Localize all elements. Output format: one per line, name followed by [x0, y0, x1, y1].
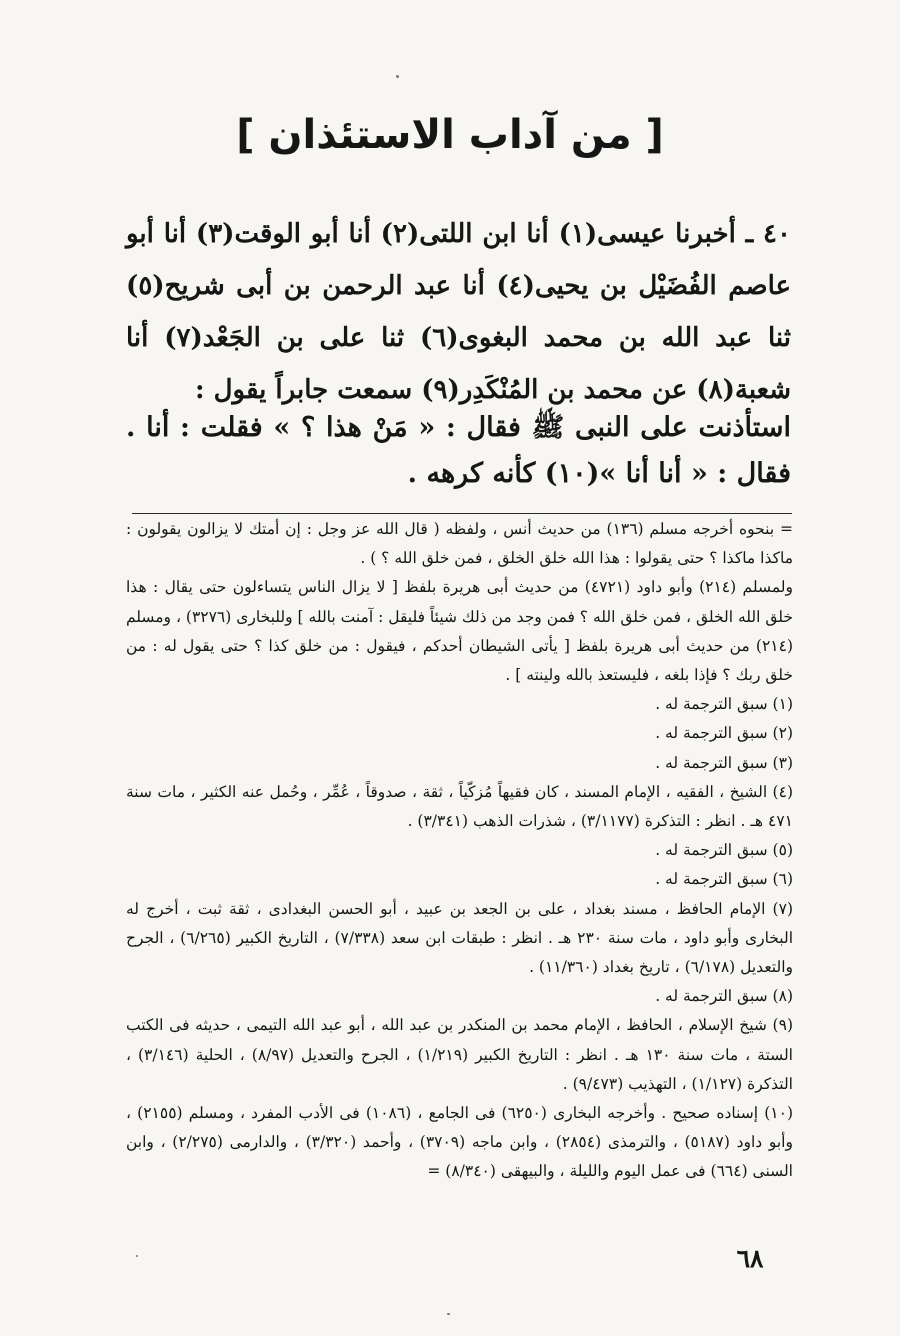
footnote-6: (٦) سبق الترجمة له .: [655, 870, 793, 889]
footnote-7: (٧) الإمام الحافظ ، مسند بغداد ، على بن الجعد بن عبيد ، أبو الحسن البغدادى ، ثقة ثبت ، أخرج له البخارى وأبو داود ، مات سنة ٢٣٠ هـ . انظر : طبقات ابن سعد (٧/٣٣٨) ، التاريخ الكبير (٦/٢٦٥) ، الجرح والتعديل (٦/١٧٨) ، تاريخ بغداد (١١/٣٦٠) .: [126, 899, 793, 977]
scan-speck: [396, 75, 399, 78]
hadith-isnad-paragraph: [126, 208, 791, 416]
footnote-10: (١٠) إسناده صحيح . وأخرجه البخارى (٦٢٥٠) فى الجامع ، (١٠٨٦) فى الأدب المفرد ، ومسلم (٢١٥٥) ، وأبو داود (٥١٨٧) ، والترمذى (٢٨٥٤) ، وابن ماجه (٣٧٠٩) ، وأحمد (٣/٣٢٠) ، والدارمى (٢/٢٧٥) ، وابن السنى (٦٦٤) فى عمل اليوم والليلة ، والبيهقى (٨/٣٤٠) =: [126, 1104, 793, 1181]
footnote-5: (٥) سبق الترجمة له .: [655, 841, 793, 860]
hadith-text-paragraph: [126, 405, 791, 497]
footnote-continued-2: ولمسلم (٢١٤) وأبو داود (٤٧٢١) من حديث أبى هريرة بلفظ [ لا يزال الناس يتساءلون حتى يقال : هذا خلق الله الخلق ، فمن خلق الله ؟ فمن وجد من ذلك شيئاً فليقل : آمنت بالله ] وللبخارى (٣٢٧٦) ، ومسلم (٢١٤) من حديث أبى هريرة بلفظ [ يأتى الشيطان أحدكم ، فيقول : من خلق كذا ؟ حتى يقول له : من خلق ربك ؟ فإذا بلغه ، فليستعذ بالله ولينته ] .: [125, 578, 793, 685]
section-title: [ من آداب الاستئذان ]: [236, 112, 664, 158]
footnote-1: (١) سبق الترجمة له .: [655, 695, 793, 714]
footnote-divider: [132, 513, 792, 514]
footnote-continued-1: = بنحوه أخرجه مسلم (١٣٦) من حديث أنس ، ولفظه ( قال الله عز وجل : إن أمتك لا يزالون يقولون : ماكذا ماكذا ؟ حتى يقولوا : هذا الله خلق الخلق ، فمن خلق الله ؟ ) .: [126, 520, 793, 568]
footnotes: [126, 515, 793, 1187]
footnote-9: (٩) شيخ الإسلام ، الحافظ ، الإمام محمد بن المنكدر بن عبد الله ، أبو عبد الله التيمى ، حديثه فى الكتب الستة ، مات سنة ١٣٠ هـ . انظر : التاريخ الكبير (١/٢١٩) ، الجرح والتعديل (٨/٩٧) ، الحلية (٣/١٤٦) ، التذكرة (١/١٢٧) ، التهذيب (٩/٤٧٣) .: [126, 1016, 793, 1093]
scan-speck: [447, 1313, 450, 1315]
footnote-3: (٣) سبق الترجمة له .: [655, 753, 793, 772]
footnote-4: (٤) الشيخ ، الفقيه ، الإمام المسند ، كان فقيهاً مُزكّياً ، ثقة ، صدوقاً ، عُمِّر ، وحُمل عنه الكثير ، مات سنة ٤٧١ هـ . انظر : التذكرة (٣/١١٧٧) ، شذرات الذهب (٣/٣٤١) .: [126, 782, 793, 831]
hadith-text: استأذنت على النبى ﷺ فقال : « مَنْ هذا ؟ » فقلت : أنا . فقال : « أنا أنا »(١٠) كأنه كرهه .: [126, 412, 791, 489]
scan-speck: [136, 1255, 138, 1257]
footnote-2: (٢) سبق الترجمة له .: [655, 724, 793, 743]
footnote-8: (٨) سبق الترجمة له .: [655, 987, 793, 1006]
page-number: ٦٨: [736, 1244, 764, 1273]
isnad-text: ٤٠ ـ أخبرنا عيسى(١) أنا ابن اللتى(٢) أنا أبو الوقت(٣) أنا أبو عاصم الفُضَيْل بن يحيى(٤) أنا عبد الرحمن بن أبى شريح(٥) ثنا عبد الله بن محمد البغوى(٦) ثنا على بن الجَعْد(٧) أنا شعبة(٨) عن محمد بن المُنْكَدِر(٩) سمعت جابراً يقول :: [126, 219, 792, 405]
